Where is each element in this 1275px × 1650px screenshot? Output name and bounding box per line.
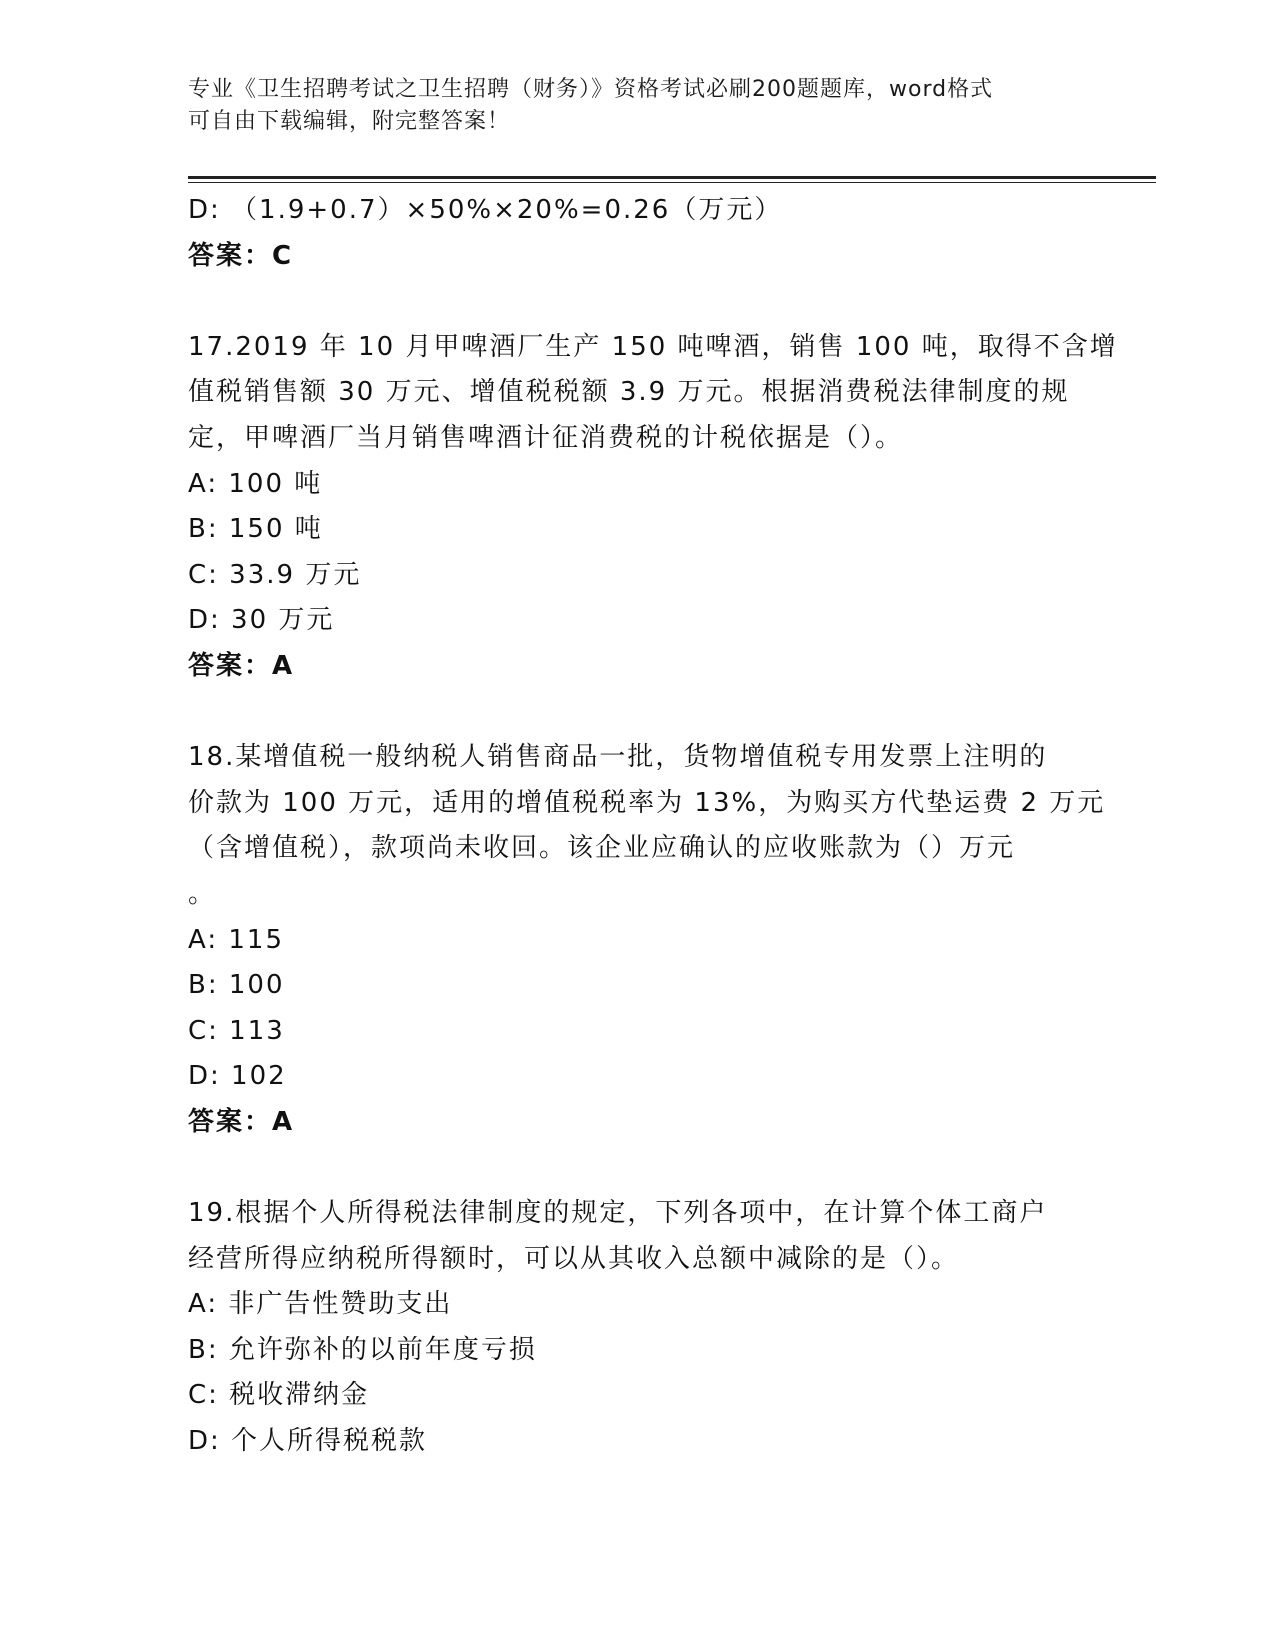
header-rule-thick (188, 176, 1156, 179)
header-line-1: 专业《卫生招聘考试之卫生招聘（财务）》资格考试必刷200题题库，word格式 (188, 77, 994, 102)
spacer (188, 690, 1088, 736)
q19-line-2: 经营所得应纳税所得额时，可以从其收入总额中减除的是（）。 (188, 1243, 960, 1274)
q19-option-d: D: 个人所得税税款 (188, 1426, 428, 1457)
q19-line-1: 19.根据个人所得税法律制度的规定，下列各项中，在计算个体工商户 (188, 1198, 1048, 1229)
q17-answer: 答案：A (188, 650, 295, 681)
q17-option-a: A: 100 吨 (188, 468, 323, 499)
header-line-2: 可自由下载编辑，附完整答案！ (188, 109, 511, 134)
prev-option-d: D: （1.9+0.7）×50%×20%=0.26（万元） (188, 195, 783, 225)
q18-line-4: 。 (188, 878, 217, 909)
q18-option-d: D: 102 (188, 1061, 287, 1092)
q18-line-3: （含增值税），款项尚未收回。该企业应确认的应收账款为（）万元 (188, 833, 1016, 864)
q18-option-b: B: 100 (188, 970, 285, 1001)
document-body (188, 188, 1118, 1465)
q17-line-1: 17.2019 年 10 月甲啤酒厂生产 150 吨啤酒，销售 100 吨，取得不含增 (188, 331, 1118, 362)
q17-line-2: 值税销售额 30 万元、增值税税额 3.9 万元。根据消费税法律制度的规 (188, 377, 1070, 408)
document-header (188, 74, 1068, 138)
spacer (188, 279, 1088, 325)
q18-line-1: 18.某增值税一般纳税人销售商品一批，货物增值税专用发票上注明的 (188, 742, 1048, 773)
q18-line-2: 价款为 100 万元，适用的增值税税率为 13%，为购买方代垫运费 2 万元 (188, 787, 1106, 818)
q18-answer: 答案：A (188, 1106, 295, 1137)
q17-option-b: B: 150 吨 (188, 514, 323, 545)
q17-line-3: 定，甲啤酒厂当月销售啤酒计征消费税的计税依据是（）。 (188, 422, 904, 453)
q17-option-c: C: 33.9 万元 (188, 559, 362, 590)
header-rule-thin (188, 182, 1156, 183)
spacer (188, 1145, 1088, 1191)
q19-option-b: B: 允许弥补的以前年度亏损 (188, 1334, 537, 1365)
q18-option-c: C: 113 (188, 1015, 285, 1046)
prev-answer: 答案：C (188, 240, 294, 271)
q19-option-c: C: 税收滞纳金 (188, 1380, 370, 1411)
q18-option-a: A: 115 (188, 924, 284, 955)
q17-option-d: D: 30 万元 (188, 605, 335, 636)
q19-option-a: A: 非广告性赞助支出 (188, 1289, 453, 1320)
